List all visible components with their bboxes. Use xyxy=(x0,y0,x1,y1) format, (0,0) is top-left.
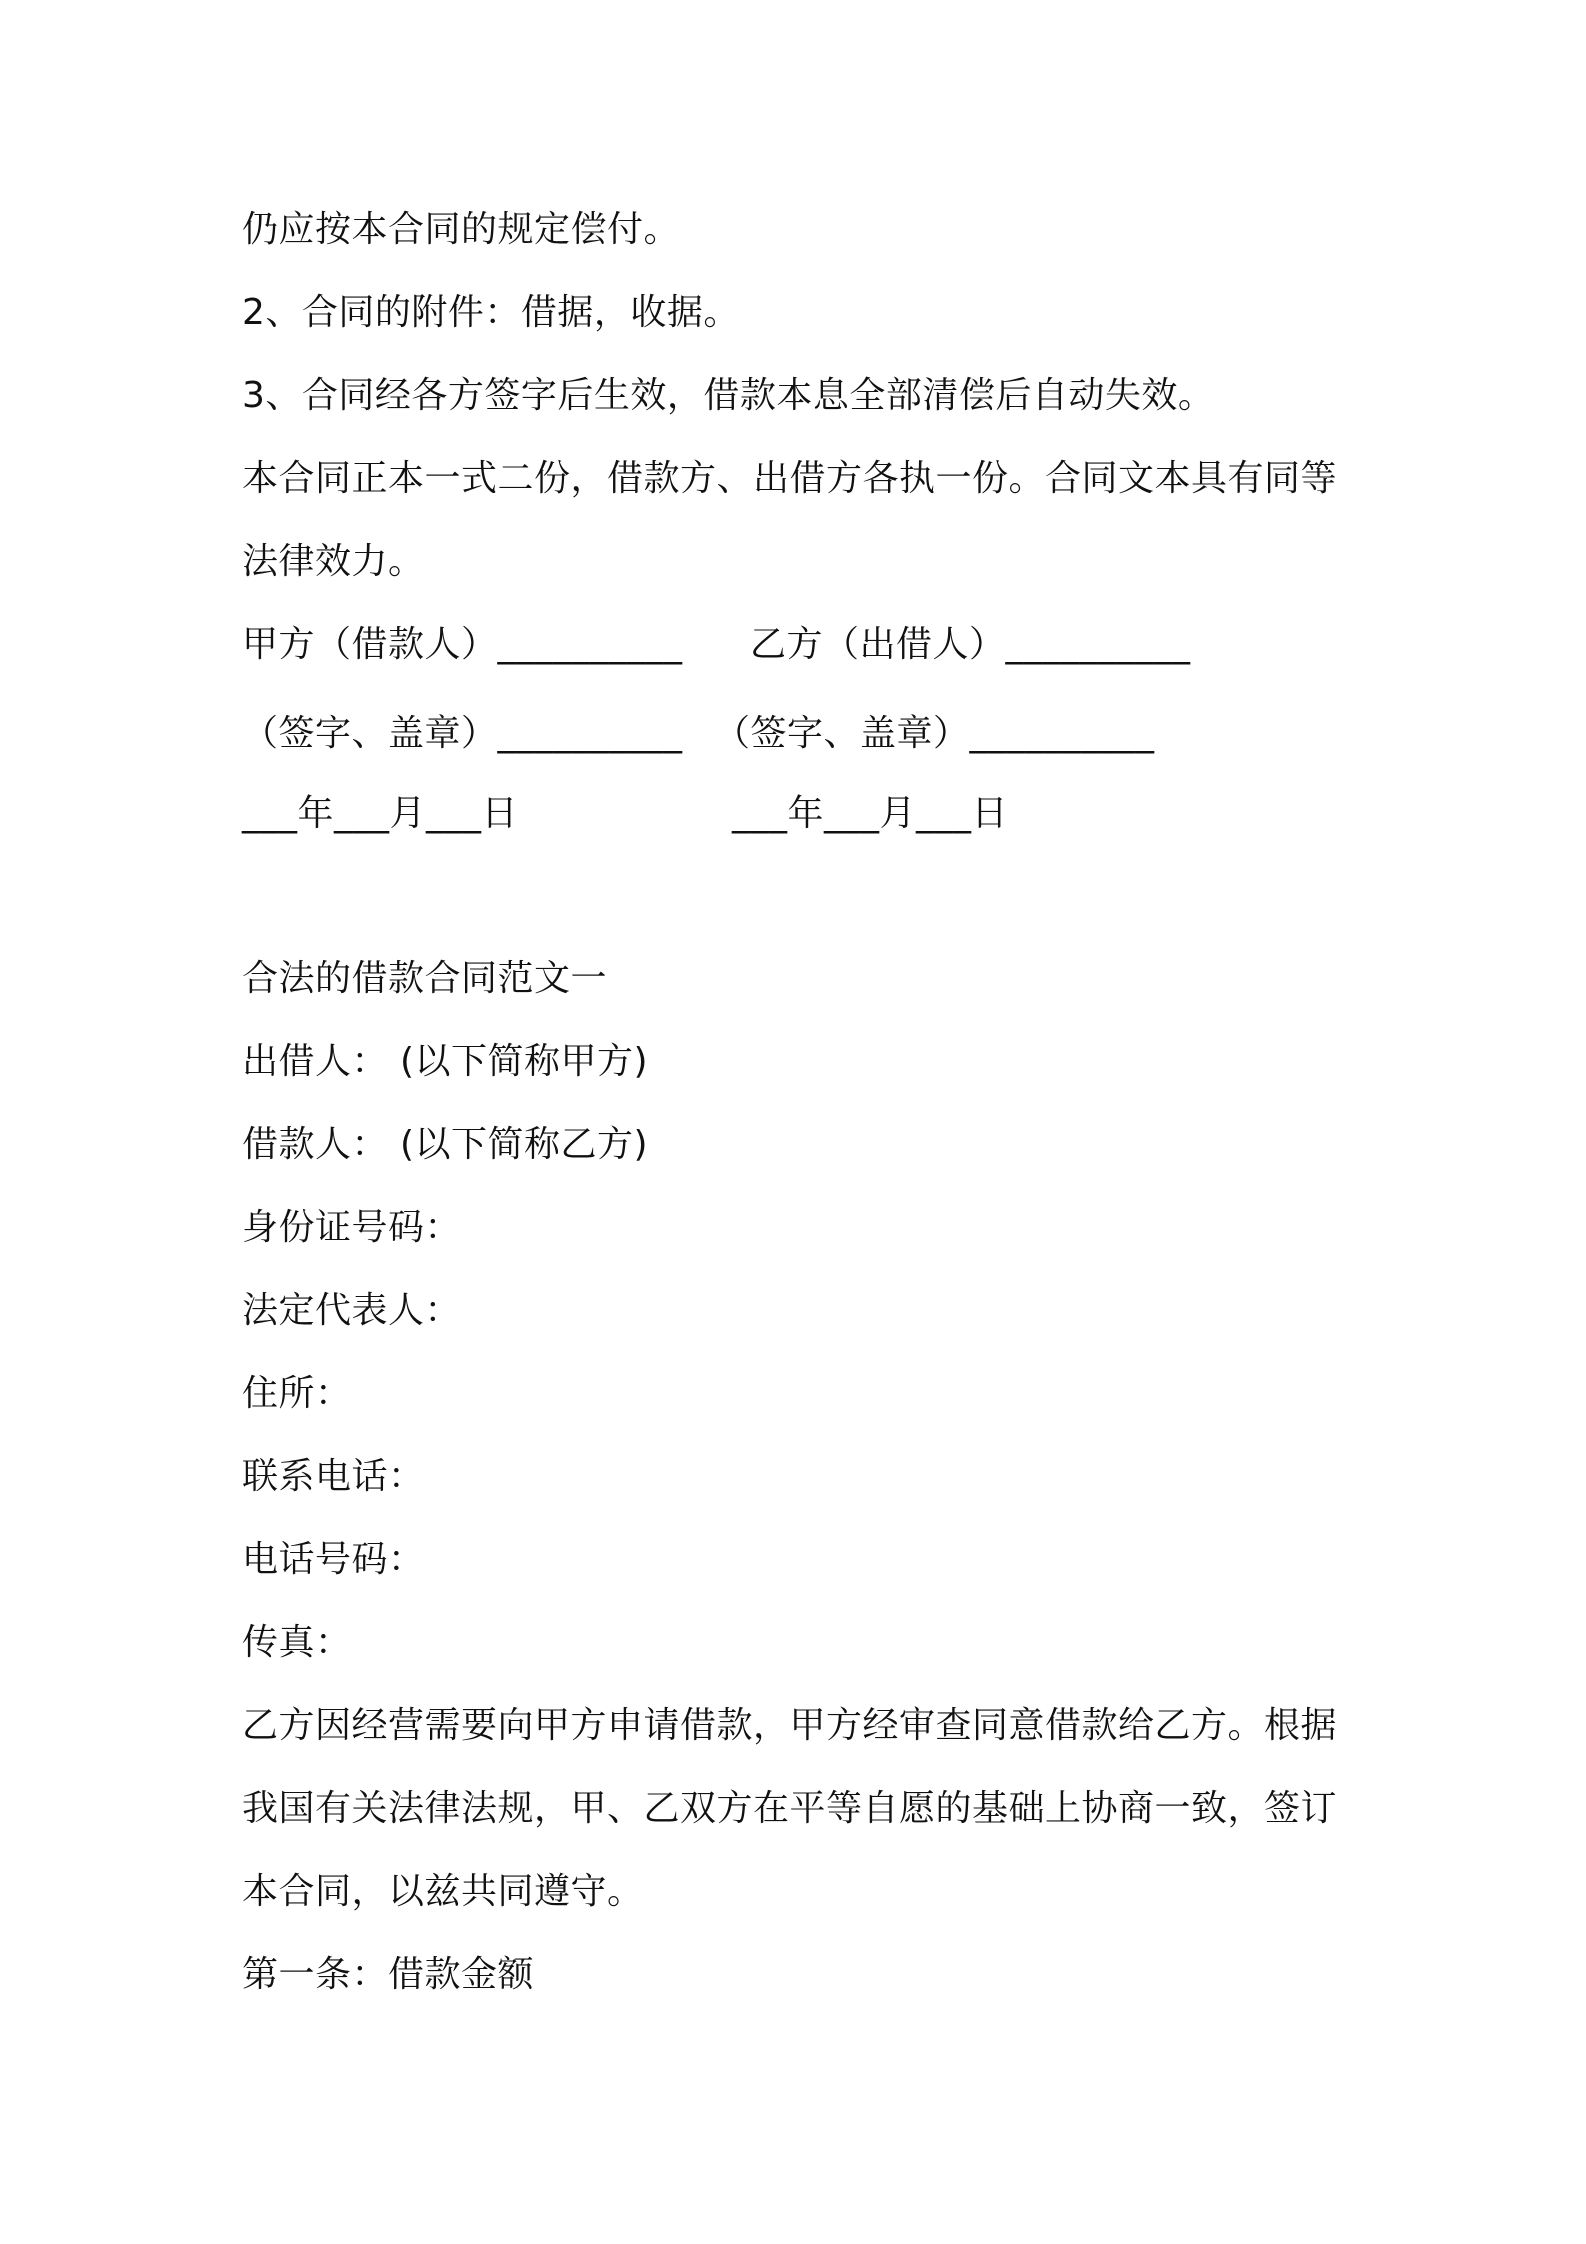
clause-attachments: 2、合同的附件：借据，收据。 xyxy=(242,292,740,333)
party-a-date-line: ___年___月___日 xyxy=(242,793,519,834)
party-b-signature-line: 乙方（出借人）__________ xyxy=(750,624,1191,665)
party-b-seal-line: （签字、盖章）__________ xyxy=(714,713,1155,754)
continuation-text: 仍应按本合同的规定偿付。 xyxy=(242,209,681,250)
field-address: 住所： xyxy=(242,1373,352,1414)
party-a-seal-line: （签字、盖章）__________ xyxy=(242,713,683,754)
preamble-line2: 我国有关法律法规，甲、乙双方在平等自愿的基础上协商一致，签订 xyxy=(242,1788,1338,1829)
preamble-line1: 乙方因经营需要向甲方申请借款，甲方经审查同意借款给乙方。根据 xyxy=(242,1705,1338,1746)
party-a-signature-line: 甲方（借款人）__________ xyxy=(242,624,683,665)
preamble-line3: 本合同，以兹共同遵守。 xyxy=(242,1871,644,1912)
field-borrower: 借款人： (以下简称乙方) xyxy=(242,1124,649,1165)
copies-text-line1: 本合同正本一式二份，借款方、出借方各执一份。合同文本具有同等 xyxy=(242,458,1338,499)
signature-party-row xyxy=(242,621,1342,669)
field-legal-representative: 法定代表人： xyxy=(242,1290,462,1331)
signature-seal-row xyxy=(242,710,1342,758)
clause-effective: 3、合同经各方签字后生效，借款本息全部清偿后自动失效。 xyxy=(242,375,1215,416)
field-contact-phone: 联系电话： xyxy=(242,1456,425,1497)
signature-date-row xyxy=(242,790,1342,838)
party-b-date-line: ___年___月___日 xyxy=(732,793,1009,834)
section-title: 合法的借款合同范文一 xyxy=(242,958,608,999)
field-lender: 出借人： (以下简称甲方) xyxy=(242,1041,649,1082)
field-fax: 传真： xyxy=(242,1622,352,1663)
field-id-number: 身份证号码： xyxy=(242,1207,462,1248)
field-phone-number: 电话号码： xyxy=(242,1539,425,1580)
copies-text-line2: 法律效力。 xyxy=(242,541,425,582)
article-1-heading: 第一条：借款金额 xyxy=(242,1954,535,1995)
